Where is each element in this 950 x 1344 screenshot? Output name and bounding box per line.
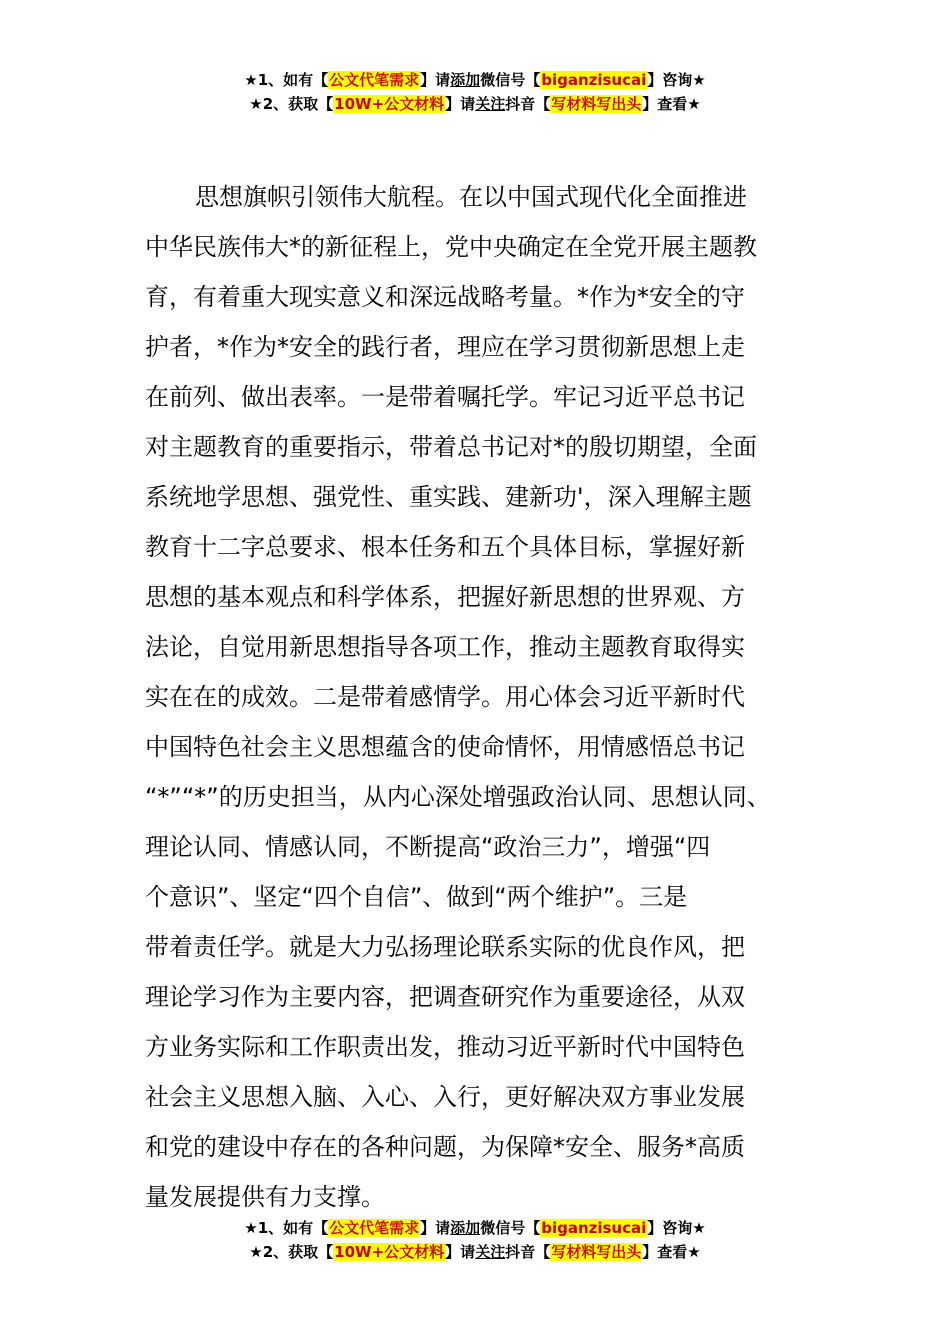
banner-line-1: [0, 1216, 950, 1240]
banner-text: 1、如有【: [257, 1219, 329, 1237]
banner-text: 】请: [445, 1243, 476, 1261]
paragraph-line: 社会主义思想入脑、入心、入行，更好解决双方事业发展: [145, 1083, 745, 1111]
paragraph-line: 思想的基本观点和科学体系，把握好新思想的世界观、方: [145, 583, 745, 611]
banner-text: 抖音【: [505, 1243, 551, 1261]
paragraph-line: 个意识”、坚定“四个自信”、做到“两个维护”。三是: [145, 883, 688, 911]
paragraph-line: 护者，*作为*安全的践行者，理应在学习贯彻新思想上走: [145, 333, 745, 361]
banner-text: 2、获取【: [262, 1243, 334, 1261]
highlight-service: 公文代笔需求: [329, 1219, 420, 1237]
paragraph-line: 量发展提供有力支撑。: [145, 1183, 385, 1211]
paragraph-line: 方业务实际和工作职责出发，推动习近平新时代中国特色: [145, 1033, 745, 1061]
star-icon: ★: [249, 1243, 263, 1261]
banner-text: 】咨询: [647, 71, 693, 89]
banner-text: 】请: [445, 95, 476, 113]
highlight-materials: 10W+公文材料: [334, 95, 445, 113]
footer-banner: [0, 1216, 950, 1264]
paragraph-line: 和党的建设中存在的各种问题，为保障*安全、服务*高质: [145, 1133, 745, 1161]
paragraph-line: 法论，自觉用新思想指导各项工作，推动主题教育取得实: [145, 633, 745, 661]
star-icon: ★: [244, 1219, 258, 1237]
paragraph-line: 思想旗帜引领伟大航程。在以中国式现代化全面推进: [195, 183, 747, 211]
highlight-materials: 10W+公文材料: [334, 1243, 445, 1261]
star-icon: ★: [687, 1243, 701, 1261]
paragraph-line: 中华民族伟大*的新征程上，党中央确定在全党开展主题教: [145, 233, 757, 261]
star-icon: ★: [687, 95, 701, 113]
star-icon: ★: [244, 71, 258, 89]
banner-text: 抖音【: [505, 95, 551, 113]
paragraph-line: 对主题教育的重要指示，带着总书记对*的殷切期望，全面: [145, 433, 757, 461]
banner-text: 】请: [420, 71, 451, 89]
star-icon: ★: [692, 71, 706, 89]
paragraph-line: 理论认同、情感认同，不断提高“政治三力”，增强“四: [145, 833, 711, 861]
banner-text: 】请: [420, 1219, 451, 1237]
banner-text: 】查看: [642, 95, 688, 113]
banner-line-2: [0, 92, 950, 116]
header-banner: [0, 68, 950, 116]
banner-line-1: [0, 68, 950, 92]
star-icon: ★: [692, 1219, 706, 1237]
highlight-douyin-account: 写材料写出头: [551, 1243, 642, 1261]
paragraph-line: 中国特色社会主义思想蕴含的使命情怀，用情感悟总书记: [145, 733, 745, 761]
underlined-text: 关注: [475, 95, 506, 113]
paragraph-line: 理论学习作为主要内容，把调查研究作为重要途径，从双: [145, 983, 745, 1011]
highlight-service: 公文代笔需求: [329, 71, 420, 89]
banner-line-2: [0, 1240, 950, 1264]
body-paragraph: [145, 172, 815, 1222]
star-icon: ★: [249, 95, 263, 113]
paragraph-line: 教育十二字总要求、根本任务和五个具体目标，掌握好新: [145, 533, 745, 561]
highlight-wechat-id: biganzisucai: [541, 71, 647, 89]
paragraph-line: 实在在的成效。二是带着感情学。用心体会习近平新时代: [145, 683, 745, 711]
underlined-text: 关注: [475, 1243, 506, 1261]
underlined-text: 添加: [450, 71, 481, 89]
paragraph-line: 育，有着重大现实意义和深远战略考量。*作为*安全的守: [145, 283, 745, 311]
underlined-text: 添加: [450, 1219, 481, 1237]
banner-text: 】咨询: [647, 1219, 693, 1237]
highlight-wechat-id: biganzisucai: [541, 1219, 647, 1237]
banner-text: 1、如有【: [257, 71, 329, 89]
paragraph-line: 系统地学思想、强党性、重实践、建新功'，深入理解主题: [145, 483, 752, 511]
banner-text: 】查看: [642, 1243, 688, 1261]
banner-text: 2、获取【: [262, 95, 334, 113]
highlight-douyin-account: 写材料写出头: [551, 95, 642, 113]
paragraph-line: 在前列、做出表率。一是带着嘱托学。牢记习近平总书记: [145, 383, 745, 411]
paragraph-line: “*”“*”的历史担当，从内心深处增强政治认同、思想认同、: [145, 783, 771, 811]
paragraph-line: 带着责任学。就是大力弘扬理论联系实际的优良作风，把: [145, 933, 745, 961]
banner-text: 微信号【: [480, 1219, 541, 1237]
banner-text: 微信号【: [480, 71, 541, 89]
